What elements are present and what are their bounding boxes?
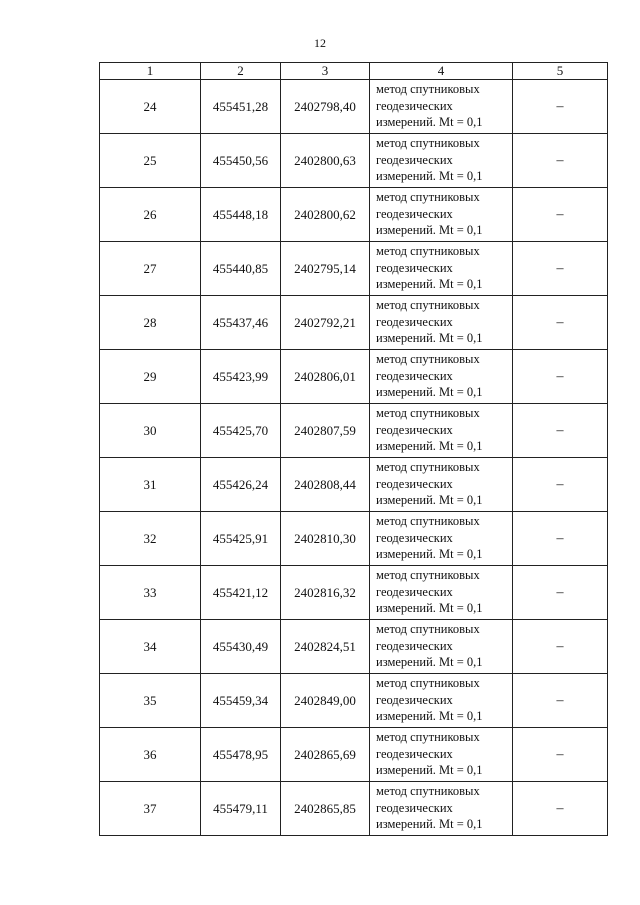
header-cell-2: 2 bbox=[201, 63, 281, 80]
method-text-line: метод спутниковых bbox=[376, 460, 480, 474]
x-coordinate-cell: 455425,70 bbox=[201, 404, 281, 458]
point-number-cell: 33 bbox=[100, 566, 201, 620]
table-row bbox=[100, 242, 608, 296]
x-coordinate-cell: 455478,95 bbox=[201, 728, 281, 782]
point-number-cell: 26 bbox=[100, 188, 201, 242]
method-text-line: измерений. Mt = 0,1 bbox=[376, 331, 483, 345]
method-text-line: геодезических bbox=[376, 584, 453, 599]
method-text-line: метод спутниковых bbox=[376, 622, 480, 636]
y-coordinate-cell: 2402808,44 bbox=[281, 458, 370, 512]
table-row bbox=[100, 782, 608, 836]
table-row bbox=[100, 512, 608, 566]
table-row bbox=[100, 80, 608, 134]
method-text-line: геодезических bbox=[376, 800, 453, 815]
note-cell: – bbox=[513, 134, 608, 188]
method-text-line: геодезических bbox=[376, 368, 453, 383]
method-cell bbox=[370, 512, 513, 566]
method-cell bbox=[370, 80, 513, 134]
y-coordinate-cell: 2402800,62 bbox=[281, 188, 370, 242]
note-cell: – bbox=[513, 782, 608, 836]
method-text-line: измерений. Mt = 0,1 bbox=[376, 763, 483, 777]
method-text-line: метод спутниковых bbox=[376, 406, 480, 420]
point-number-cell: 25 bbox=[100, 134, 201, 188]
table-row bbox=[100, 350, 608, 404]
y-coordinate-cell: 2402849,00 bbox=[281, 674, 370, 728]
method-text-line: геодезических bbox=[376, 530, 453, 545]
table-row bbox=[100, 728, 608, 782]
method-text-line: геодезических bbox=[376, 746, 453, 761]
method-text-line: измерений. Mt = 0,1 bbox=[376, 169, 483, 183]
y-coordinate-cell: 2402800,63 bbox=[281, 134, 370, 188]
method-cell bbox=[370, 782, 513, 836]
x-coordinate-cell: 455479,11 bbox=[201, 782, 281, 836]
point-number-cell: 34 bbox=[100, 620, 201, 674]
method-text-line: метод спутниковых bbox=[376, 136, 480, 150]
point-number-cell: 31 bbox=[100, 458, 201, 512]
method-text-line: измерений. Mt = 0,1 bbox=[376, 115, 483, 129]
y-coordinate-cell: 2402806,01 bbox=[281, 350, 370, 404]
note-cell: – bbox=[513, 188, 608, 242]
method-text-line: метод спутниковых bbox=[376, 244, 480, 258]
method-text-line: измерений. Mt = 0,1 bbox=[376, 547, 483, 561]
method-text-line: геодезических bbox=[376, 206, 453, 221]
y-coordinate-cell: 2402865,85 bbox=[281, 782, 370, 836]
y-coordinate-cell: 2402795,14 bbox=[281, 242, 370, 296]
method-cell bbox=[370, 458, 513, 512]
method-cell bbox=[370, 350, 513, 404]
table-header-row bbox=[100, 63, 608, 80]
method-text-line: метод спутниковых bbox=[376, 82, 480, 96]
table-row bbox=[100, 458, 608, 512]
table-row bbox=[100, 296, 608, 350]
note-cell: – bbox=[513, 458, 608, 512]
method-cell bbox=[370, 296, 513, 350]
method-text-line: геодезических bbox=[376, 98, 453, 113]
x-coordinate-cell: 455437,46 bbox=[201, 296, 281, 350]
note-cell: – bbox=[513, 242, 608, 296]
y-coordinate-cell: 2402798,40 bbox=[281, 80, 370, 134]
header-cell-4: 4 bbox=[370, 63, 513, 80]
method-text-line: геодезических bbox=[376, 476, 453, 491]
method-text-line: измерений. Mt = 0,1 bbox=[376, 709, 483, 723]
method-text-line: измерений. Mt = 0,1 bbox=[376, 223, 483, 237]
method-text-line: геодезических bbox=[376, 314, 453, 329]
table-row bbox=[100, 566, 608, 620]
y-coordinate-cell: 2402816,32 bbox=[281, 566, 370, 620]
header-cell-1: 1 bbox=[100, 63, 201, 80]
method-text-line: метод спутниковых bbox=[376, 298, 480, 312]
method-text-line: метод спутниковых bbox=[376, 730, 480, 744]
method-cell bbox=[370, 566, 513, 620]
method-text-line: измерений. Mt = 0,1 bbox=[376, 601, 483, 615]
note-cell: – bbox=[513, 728, 608, 782]
point-number-cell: 32 bbox=[100, 512, 201, 566]
point-number-cell: 37 bbox=[100, 782, 201, 836]
method-text-line: метод спутниковых bbox=[376, 352, 480, 366]
method-text-line: геодезических bbox=[376, 152, 453, 167]
method-text-line: геодезических bbox=[376, 422, 453, 437]
y-coordinate-cell: 2402824,51 bbox=[281, 620, 370, 674]
point-number-cell: 35 bbox=[100, 674, 201, 728]
x-coordinate-cell: 455448,18 bbox=[201, 188, 281, 242]
x-coordinate-cell: 455426,24 bbox=[201, 458, 281, 512]
method-text-line: измерений. Mt = 0,1 bbox=[376, 817, 483, 831]
table-row bbox=[100, 404, 608, 458]
method-text-line: измерений. Mt = 0,1 bbox=[376, 655, 483, 669]
x-coordinate-cell: 455430,49 bbox=[201, 620, 281, 674]
method-text-line: метод спутниковых bbox=[376, 568, 480, 582]
note-cell: – bbox=[513, 350, 608, 404]
note-cell: – bbox=[513, 674, 608, 728]
page-number: 12 bbox=[314, 36, 326, 50]
note-cell: – bbox=[513, 512, 608, 566]
point-number-cell: 29 bbox=[100, 350, 201, 404]
note-cell: – bbox=[513, 296, 608, 350]
note-cell: – bbox=[513, 566, 608, 620]
coordinates-table bbox=[99, 62, 608, 836]
x-coordinate-cell: 455451,28 bbox=[201, 80, 281, 134]
point-number-cell: 24 bbox=[100, 80, 201, 134]
method-cell bbox=[370, 134, 513, 188]
method-cell bbox=[370, 728, 513, 782]
note-cell: – bbox=[513, 404, 608, 458]
method-text-line: геодезических bbox=[376, 692, 453, 707]
method-cell bbox=[370, 242, 513, 296]
point-number-cell: 28 bbox=[100, 296, 201, 350]
x-coordinate-cell: 455440,85 bbox=[201, 242, 281, 296]
method-text-line: измерений. Mt = 0,1 bbox=[376, 493, 483, 507]
x-coordinate-cell: 455450,56 bbox=[201, 134, 281, 188]
method-text-line: геодезических bbox=[376, 638, 453, 653]
method-text-line: измерений. Mt = 0,1 bbox=[376, 277, 483, 291]
method-text-line: измерений. Mt = 0,1 bbox=[376, 385, 483, 399]
method-cell bbox=[370, 404, 513, 458]
table-body bbox=[100, 80, 608, 836]
x-coordinate-cell: 455421,12 bbox=[201, 566, 281, 620]
x-coordinate-cell: 455459,34 bbox=[201, 674, 281, 728]
point-number-cell: 27 bbox=[100, 242, 201, 296]
header-cell-3: 3 bbox=[281, 63, 370, 80]
y-coordinate-cell: 2402807,59 bbox=[281, 404, 370, 458]
point-number-cell: 36 bbox=[100, 728, 201, 782]
y-coordinate-cell: 2402865,69 bbox=[281, 728, 370, 782]
point-number-cell: 30 bbox=[100, 404, 201, 458]
table-row bbox=[100, 674, 608, 728]
method-cell bbox=[370, 674, 513, 728]
note-cell: – bbox=[513, 80, 608, 134]
note-cell: – bbox=[513, 620, 608, 674]
method-cell bbox=[370, 188, 513, 242]
y-coordinate-cell: 2402792,21 bbox=[281, 296, 370, 350]
method-text-line: метод спутниковых bbox=[376, 784, 480, 798]
table-row bbox=[100, 188, 608, 242]
x-coordinate-cell: 455423,99 bbox=[201, 350, 281, 404]
method-text-line: метод спутниковых bbox=[376, 190, 480, 204]
method-text-line: измерений. Mt = 0,1 bbox=[376, 439, 483, 453]
header-cell-5: 5 bbox=[513, 63, 608, 80]
method-cell bbox=[370, 620, 513, 674]
method-text-line: метод спутниковых bbox=[376, 514, 480, 528]
y-coordinate-cell: 2402810,30 bbox=[281, 512, 370, 566]
x-coordinate-cell: 455425,91 bbox=[201, 512, 281, 566]
method-text-line: метод спутниковых bbox=[376, 676, 480, 690]
table-row bbox=[100, 620, 608, 674]
method-text-line: геодезических bbox=[376, 260, 453, 275]
table-row bbox=[100, 134, 608, 188]
